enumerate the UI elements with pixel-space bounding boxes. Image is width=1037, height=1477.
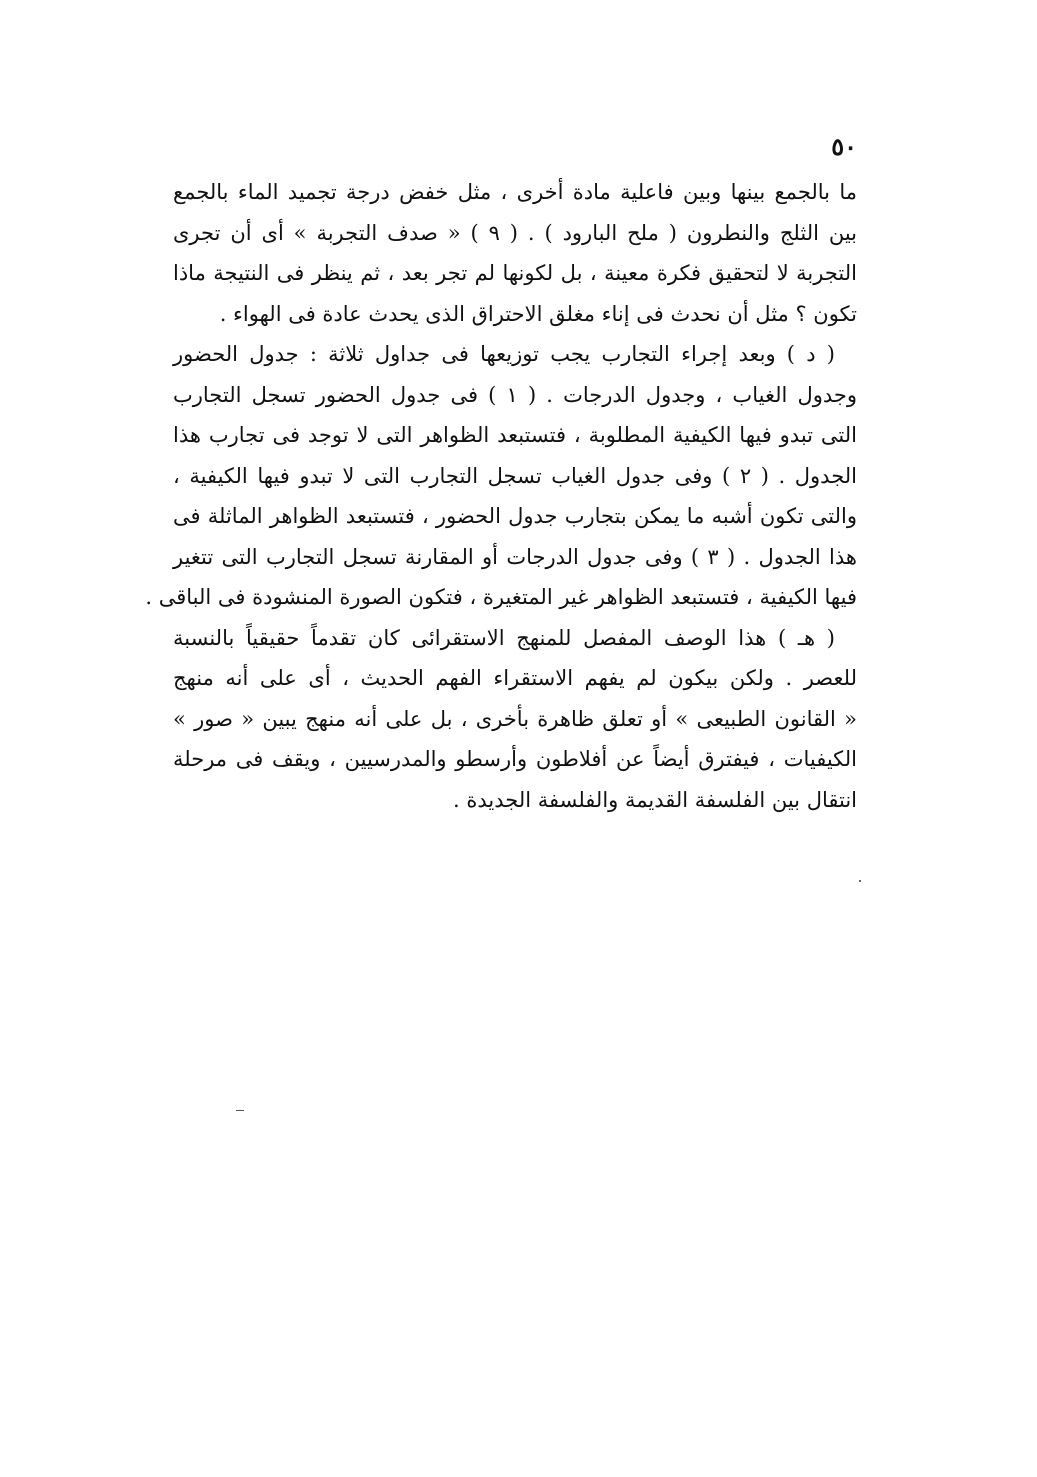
scan-speck: [859, 880, 861, 882]
text-line: انتقال بين الفلسفة القديمة والفلسفة الجديدة .: [453, 787, 857, 812]
text-line: ( د ) وبعد إجراء التجارب يجب توزيعها فى جداول ثلاثة : جدول الحضور: [173, 342, 835, 366]
text-line: الكيفيات ، فيفترق أيضاً عن أفلاطون وأرسطو والمدرسيين ، ويقف فى مرحلة: [173, 747, 857, 771]
text-line: التجربة لا لتحقيق فكرة معينة ، بل لكونها لم تجر بعد ، ثم ينظر فى النتيجة ماذا: [173, 261, 857, 285]
text-line: التى تبدو فيها الكيفية المطلوبة ، فتستبعد الظواهر التى لا توجد فى تجارب هذا: [173, 423, 857, 447]
text-line: هذا الجدول . ( ٣ ) وفى جدول الدرجات أو المقارنة تسجل التجارب التى تتغير: [173, 544, 857, 569]
text-line: ( هـ ) هذا الوصف المفصل للمنهج الاستقرائى كان تقدماً حقيقياً بالنسبة: [173, 625, 835, 650]
text-line: بين الثلج والنطرون ( ملح البارود ) . ( ٩ ) « صدف التجربة » أى أن تجرى: [173, 220, 857, 245]
text-line: « القانون الطبيعى » أو تعلق ظاهرة بأخرى ، بل على أنه منهج يبين « صور »: [173, 706, 857, 731]
page-number: ٥٠: [831, 132, 857, 161]
text-line: فيها الكيفية ، فتستبعد الظواهر غير المتغيرة ، فتكون الصورة المنشودة فى الباقى .: [145, 585, 857, 609]
text-line: والتى تكون أشبه ما يمكن بتجارب جدول الحضور ، فتستبعد الظواهر الماثلة فى: [173, 504, 857, 528]
text-line: للعصر . ولكن بيكون لم يفهم الاستقراء الفهم الحديث ، أى على أنه منهج: [173, 666, 857, 690]
scan-speck: [236, 1110, 244, 1111]
body-text: [145, 172, 857, 820]
text-line: الجدول . ( ٢ ) وفى جدول الغياب تسجل التجارب التى لا تبدو فيها الكيفية ،: [173, 463, 857, 488]
text-line: ما بالجمع بينها وبين فاعلية مادة أخرى ، مثل خفض درجة تجميد الماء بالجمع: [173, 180, 857, 204]
text-line: وجدول الغياب ، وجدول الدرجات . ( ١ ) فى جدول الحضور تسجل التجارب: [173, 382, 857, 407]
text-line: تكون ؟ مثل أن نحدث فى إناء مغلق الاحتراق الذى يحدث عادة فى الهواء .: [219, 301, 857, 326]
